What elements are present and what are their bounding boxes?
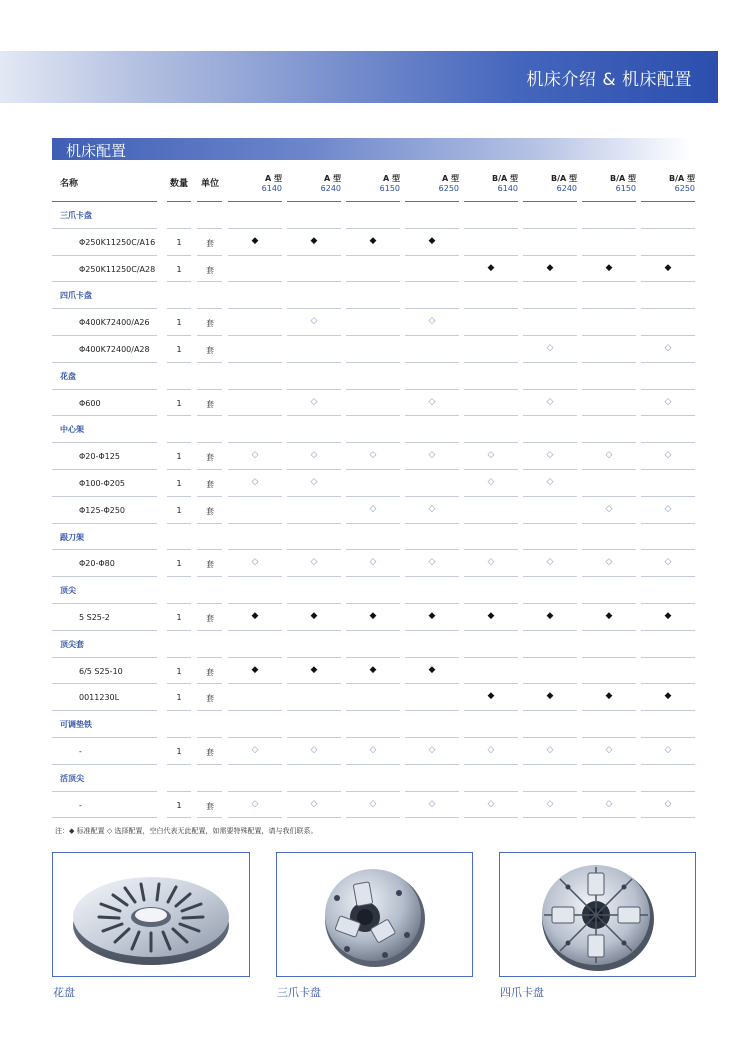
table-row — [52, 256, 697, 283]
standard-config-mark: ◆ — [251, 235, 259, 246]
table-row — [52, 443, 697, 470]
row-divider — [52, 817, 157, 818]
standard-config-mark: ◆ — [428, 610, 436, 621]
row-divider — [523, 817, 577, 818]
item-name: Φ400K72400/A26 — [79, 318, 150, 328]
photo-caption-three-jaw: 三爪卡盘 — [277, 986, 321, 999]
category-label: 活顶尖 — [60, 773, 84, 783]
optional-config-mark: ◇ — [310, 557, 318, 568]
standard-config-mark: ◆ — [487, 262, 495, 273]
item-qty: 1 — [176, 237, 182, 247]
table-row — [52, 604, 697, 631]
item-qty: 1 — [176, 612, 182, 622]
four-jaw-chuck-photo — [499, 852, 696, 977]
optional-config-mark: ◇ — [251, 476, 259, 487]
optional-config-mark: ◇ — [310, 798, 318, 809]
row-divider — [228, 817, 282, 818]
item-name: Φ125-Φ250 — [79, 505, 126, 515]
standard-config-mark: ◆ — [369, 610, 377, 621]
header-model-type: A 型 — [442, 174, 459, 183]
category-row — [52, 711, 697, 738]
item-name: - — [79, 746, 82, 756]
category-label: 顶尖 — [60, 586, 76, 596]
optional-config-mark: ◇ — [546, 744, 554, 755]
standard-config-mark: ◆ — [310, 610, 318, 621]
optional-config-mark: ◇ — [664, 744, 672, 755]
header-model-number: 6150 — [379, 184, 400, 193]
table-row — [52, 470, 697, 497]
standard-config-mark: ◆ — [605, 610, 613, 621]
optional-config-mark: ◇ — [428, 557, 436, 568]
optional-config-mark: ◇ — [428, 798, 436, 809]
optional-config-mark: ◇ — [487, 476, 495, 487]
standard-config-mark: ◆ — [310, 664, 318, 675]
table-row — [52, 336, 697, 363]
header-model-col — [582, 174, 636, 194]
table-row — [52, 792, 697, 819]
header-model-number: 6150 — [615, 184, 636, 193]
optional-config-mark: ◇ — [546, 476, 554, 487]
row-divider — [464, 817, 518, 818]
standard-config-mark: ◆ — [310, 235, 318, 246]
category-label: 可调垫铁 — [60, 720, 92, 730]
optional-config-mark: ◇ — [546, 798, 554, 809]
item-name: Φ20-Φ80 — [79, 559, 115, 569]
faceplate-photo — [52, 852, 250, 977]
optional-config-mark: ◇ — [428, 316, 436, 327]
standard-config-mark: ◆ — [546, 262, 554, 273]
optional-config-mark: ◇ — [605, 798, 613, 809]
category-row — [52, 631, 697, 658]
item-qty: 1 — [176, 318, 182, 328]
optional-config-mark: ◇ — [664, 557, 672, 568]
optional-config-mark: ◇ — [664, 396, 672, 407]
optional-config-mark: ◇ — [605, 503, 613, 514]
optional-config-mark: ◇ — [369, 557, 377, 568]
header-model-type: A 型 — [383, 174, 400, 183]
item-qty: 1 — [176, 666, 182, 676]
table-row — [52, 229, 697, 256]
optional-config-mark: ◇ — [369, 798, 377, 809]
item-unit: 套 — [206, 613, 214, 623]
item-name: Φ20-Φ125 — [79, 452, 120, 462]
header-model-number: 6240 — [556, 184, 577, 193]
table-row — [52, 684, 697, 711]
table-row — [52, 738, 697, 765]
optional-config-mark: ◇ — [310, 450, 318, 461]
category-row — [52, 416, 697, 443]
optional-config-mark: ◇ — [251, 557, 259, 568]
category-label: 三爪卡盘 — [60, 211, 92, 220]
optional-config-mark: ◇ — [369, 503, 377, 514]
category-row — [52, 577, 697, 604]
optional-config-mark: ◇ — [546, 557, 554, 568]
row-divider — [197, 817, 222, 818]
header-model-col — [287, 174, 341, 194]
optional-config-mark: ◇ — [428, 503, 436, 514]
table-row — [52, 309, 697, 336]
item-unit: 套 — [206, 747, 214, 757]
optional-config-mark: ◇ — [251, 798, 259, 809]
optional-config-mark: ◇ — [487, 450, 495, 461]
item-unit: 套 — [206, 345, 214, 355]
item-name: Φ250K11250C/A16 — [79, 237, 156, 247]
standard-config-mark: ◆ — [487, 610, 495, 621]
optional-config-mark: ◇ — [487, 557, 495, 568]
item-qty: 1 — [176, 559, 182, 569]
header-model-type: A 型 — [324, 174, 341, 183]
three-jaw-chuck-photo — [276, 852, 473, 977]
item-unit: 套 — [206, 265, 214, 275]
optional-config-mark: ◇ — [310, 744, 318, 755]
header-model-type: B/A 型 — [610, 174, 636, 183]
optional-config-mark: ◇ — [310, 316, 318, 327]
table-row — [52, 550, 697, 577]
optional-config-mark: ◇ — [428, 396, 436, 407]
row-divider — [641, 817, 695, 818]
standard-config-mark: ◆ — [251, 610, 259, 621]
item-unit: 套 — [206, 319, 214, 329]
item-name: 5 S25-2 — [79, 612, 110, 622]
optional-config-mark: ◇ — [605, 450, 613, 461]
row-divider — [167, 817, 191, 818]
standard-config-mark: ◆ — [487, 691, 495, 702]
header-model-col — [464, 174, 518, 194]
header-model-number: 6250 — [438, 184, 459, 193]
header-model-type: B/A 型 — [669, 174, 695, 183]
category-row — [52, 363, 697, 390]
standard-config-mark: ◆ — [369, 235, 377, 246]
category-row — [52, 524, 697, 551]
standard-config-mark: ◆ — [664, 610, 672, 621]
optional-config-mark: ◇ — [664, 342, 672, 353]
faceplate-image — [53, 853, 249, 976]
category-label: 跟刀架 — [60, 532, 84, 542]
table-header — [52, 166, 697, 202]
item-qty: 1 — [176, 264, 182, 274]
optional-config-mark: ◇ — [251, 450, 259, 461]
optional-config-mark: ◇ — [310, 396, 318, 407]
item-unit: 套 — [206, 238, 214, 248]
section-title: 机床配置 — [66, 142, 127, 160]
standard-config-mark: ◆ — [664, 262, 672, 273]
table-row — [52, 658, 697, 685]
optional-config-mark: ◇ — [546, 342, 554, 353]
standard-config-mark: ◆ — [664, 691, 672, 702]
item-qty: 1 — [176, 452, 182, 462]
optional-config-mark: ◇ — [664, 503, 672, 514]
optional-config-mark: ◇ — [546, 450, 554, 461]
optional-config-mark: ◇ — [369, 450, 377, 461]
header-model-col — [405, 174, 459, 194]
category-label: 四爪卡盘 — [60, 291, 92, 301]
item-name: Φ100-Φ205 — [79, 478, 126, 488]
item-qty: 1 — [176, 800, 182, 810]
category-label: 花盘 — [60, 371, 76, 381]
item-unit: 套 — [206, 694, 214, 704]
item-unit: 套 — [206, 453, 214, 463]
item-qty: 1 — [176, 398, 182, 408]
standard-config-mark: ◆ — [546, 691, 554, 702]
standard-config-mark: ◆ — [605, 262, 613, 273]
photo-caption-four-jaw: 四爪卡盘 — [500, 986, 544, 999]
item-unit: 套 — [206, 801, 214, 811]
item-unit: 套 — [206, 506, 214, 516]
table-row — [52, 390, 697, 417]
category-row — [52, 765, 697, 792]
banner-title: 机床介绍 & 机床配置 — [526, 70, 692, 90]
header-model-col — [641, 174, 695, 194]
header-model-type: A 型 — [265, 174, 282, 183]
optional-config-mark: ◇ — [605, 744, 613, 755]
header-model-col — [228, 174, 282, 194]
optional-config-mark: ◇ — [428, 744, 436, 755]
header-model-col — [346, 174, 400, 194]
row-divider — [405, 817, 459, 818]
optional-config-mark: ◇ — [310, 476, 318, 487]
standard-config-mark: ◆ — [605, 691, 613, 702]
three-jaw-chuck-image — [277, 853, 472, 976]
optional-config-mark: ◇ — [664, 450, 672, 461]
row-divider — [582, 817, 636, 818]
category-label: 顶尖套 — [60, 639, 84, 649]
item-qty: 1 — [176, 693, 182, 703]
item-qty: 1 — [176, 505, 182, 515]
item-name: - — [79, 800, 82, 810]
item-unit: 套 — [206, 479, 214, 489]
standard-config-mark: ◆ — [428, 664, 436, 675]
optional-config-mark: ◇ — [546, 396, 554, 407]
optional-config-mark: ◇ — [664, 798, 672, 809]
header-model-number: 6140 — [261, 184, 282, 193]
header-model-type: B/A 型 — [551, 174, 577, 183]
item-name: Φ600 — [79, 398, 101, 408]
four-jaw-chuck-image — [500, 853, 695, 976]
item-qty: 1 — [176, 478, 182, 488]
item-name: 6/5 S25-10 — [79, 666, 123, 676]
item-name: Φ250K11250C/A28 — [79, 264, 156, 274]
header-model-number: 6240 — [320, 184, 341, 193]
configuration-table — [52, 166, 697, 818]
header-unit: 单位 — [200, 179, 219, 189]
item-name: Φ400K72400/A28 — [79, 344, 150, 354]
header-model-number: 6250 — [674, 184, 695, 193]
header-qty: 数量 — [169, 179, 188, 189]
item-qty: 1 — [176, 344, 182, 354]
table-row — [52, 497, 697, 524]
row-divider — [287, 817, 341, 818]
optional-config-mark: ◇ — [428, 450, 436, 461]
optional-config-mark: ◇ — [369, 744, 377, 755]
header-model-number: 6140 — [497, 184, 518, 193]
standard-config-mark: ◆ — [251, 664, 259, 675]
optional-config-mark: ◇ — [487, 798, 495, 809]
category-row — [52, 202, 697, 229]
item-qty: 1 — [176, 746, 182, 756]
category-label: 中心架 — [60, 425, 84, 435]
row-divider — [346, 817, 400, 818]
header-model-type: B/A 型 — [492, 174, 518, 183]
standard-config-mark: ◆ — [546, 610, 554, 621]
standard-config-mark: ◆ — [428, 235, 436, 246]
item-unit: 套 — [206, 667, 214, 677]
category-row — [52, 282, 697, 309]
header-name: 名称 — [60, 179, 79, 189]
header-model-col — [523, 174, 577, 194]
header-banner — [0, 51, 718, 103]
section-header — [52, 138, 692, 160]
optional-config-mark: ◇ — [487, 744, 495, 755]
item-name: 0011230L — [79, 693, 120, 703]
optional-config-mark: ◇ — [251, 744, 259, 755]
item-unit: 套 — [206, 560, 214, 570]
photo-caption-faceplate: 花盘 — [53, 986, 75, 999]
optional-config-mark: ◇ — [605, 557, 613, 568]
item-unit: 套 — [206, 399, 214, 409]
legend-note: 注：◆ 标准配置 ◇ 选择配置，空白代表无此配置，如需要特殊配置，请与我们联系。 — [55, 827, 318, 835]
standard-config-mark: ◆ — [369, 664, 377, 675]
